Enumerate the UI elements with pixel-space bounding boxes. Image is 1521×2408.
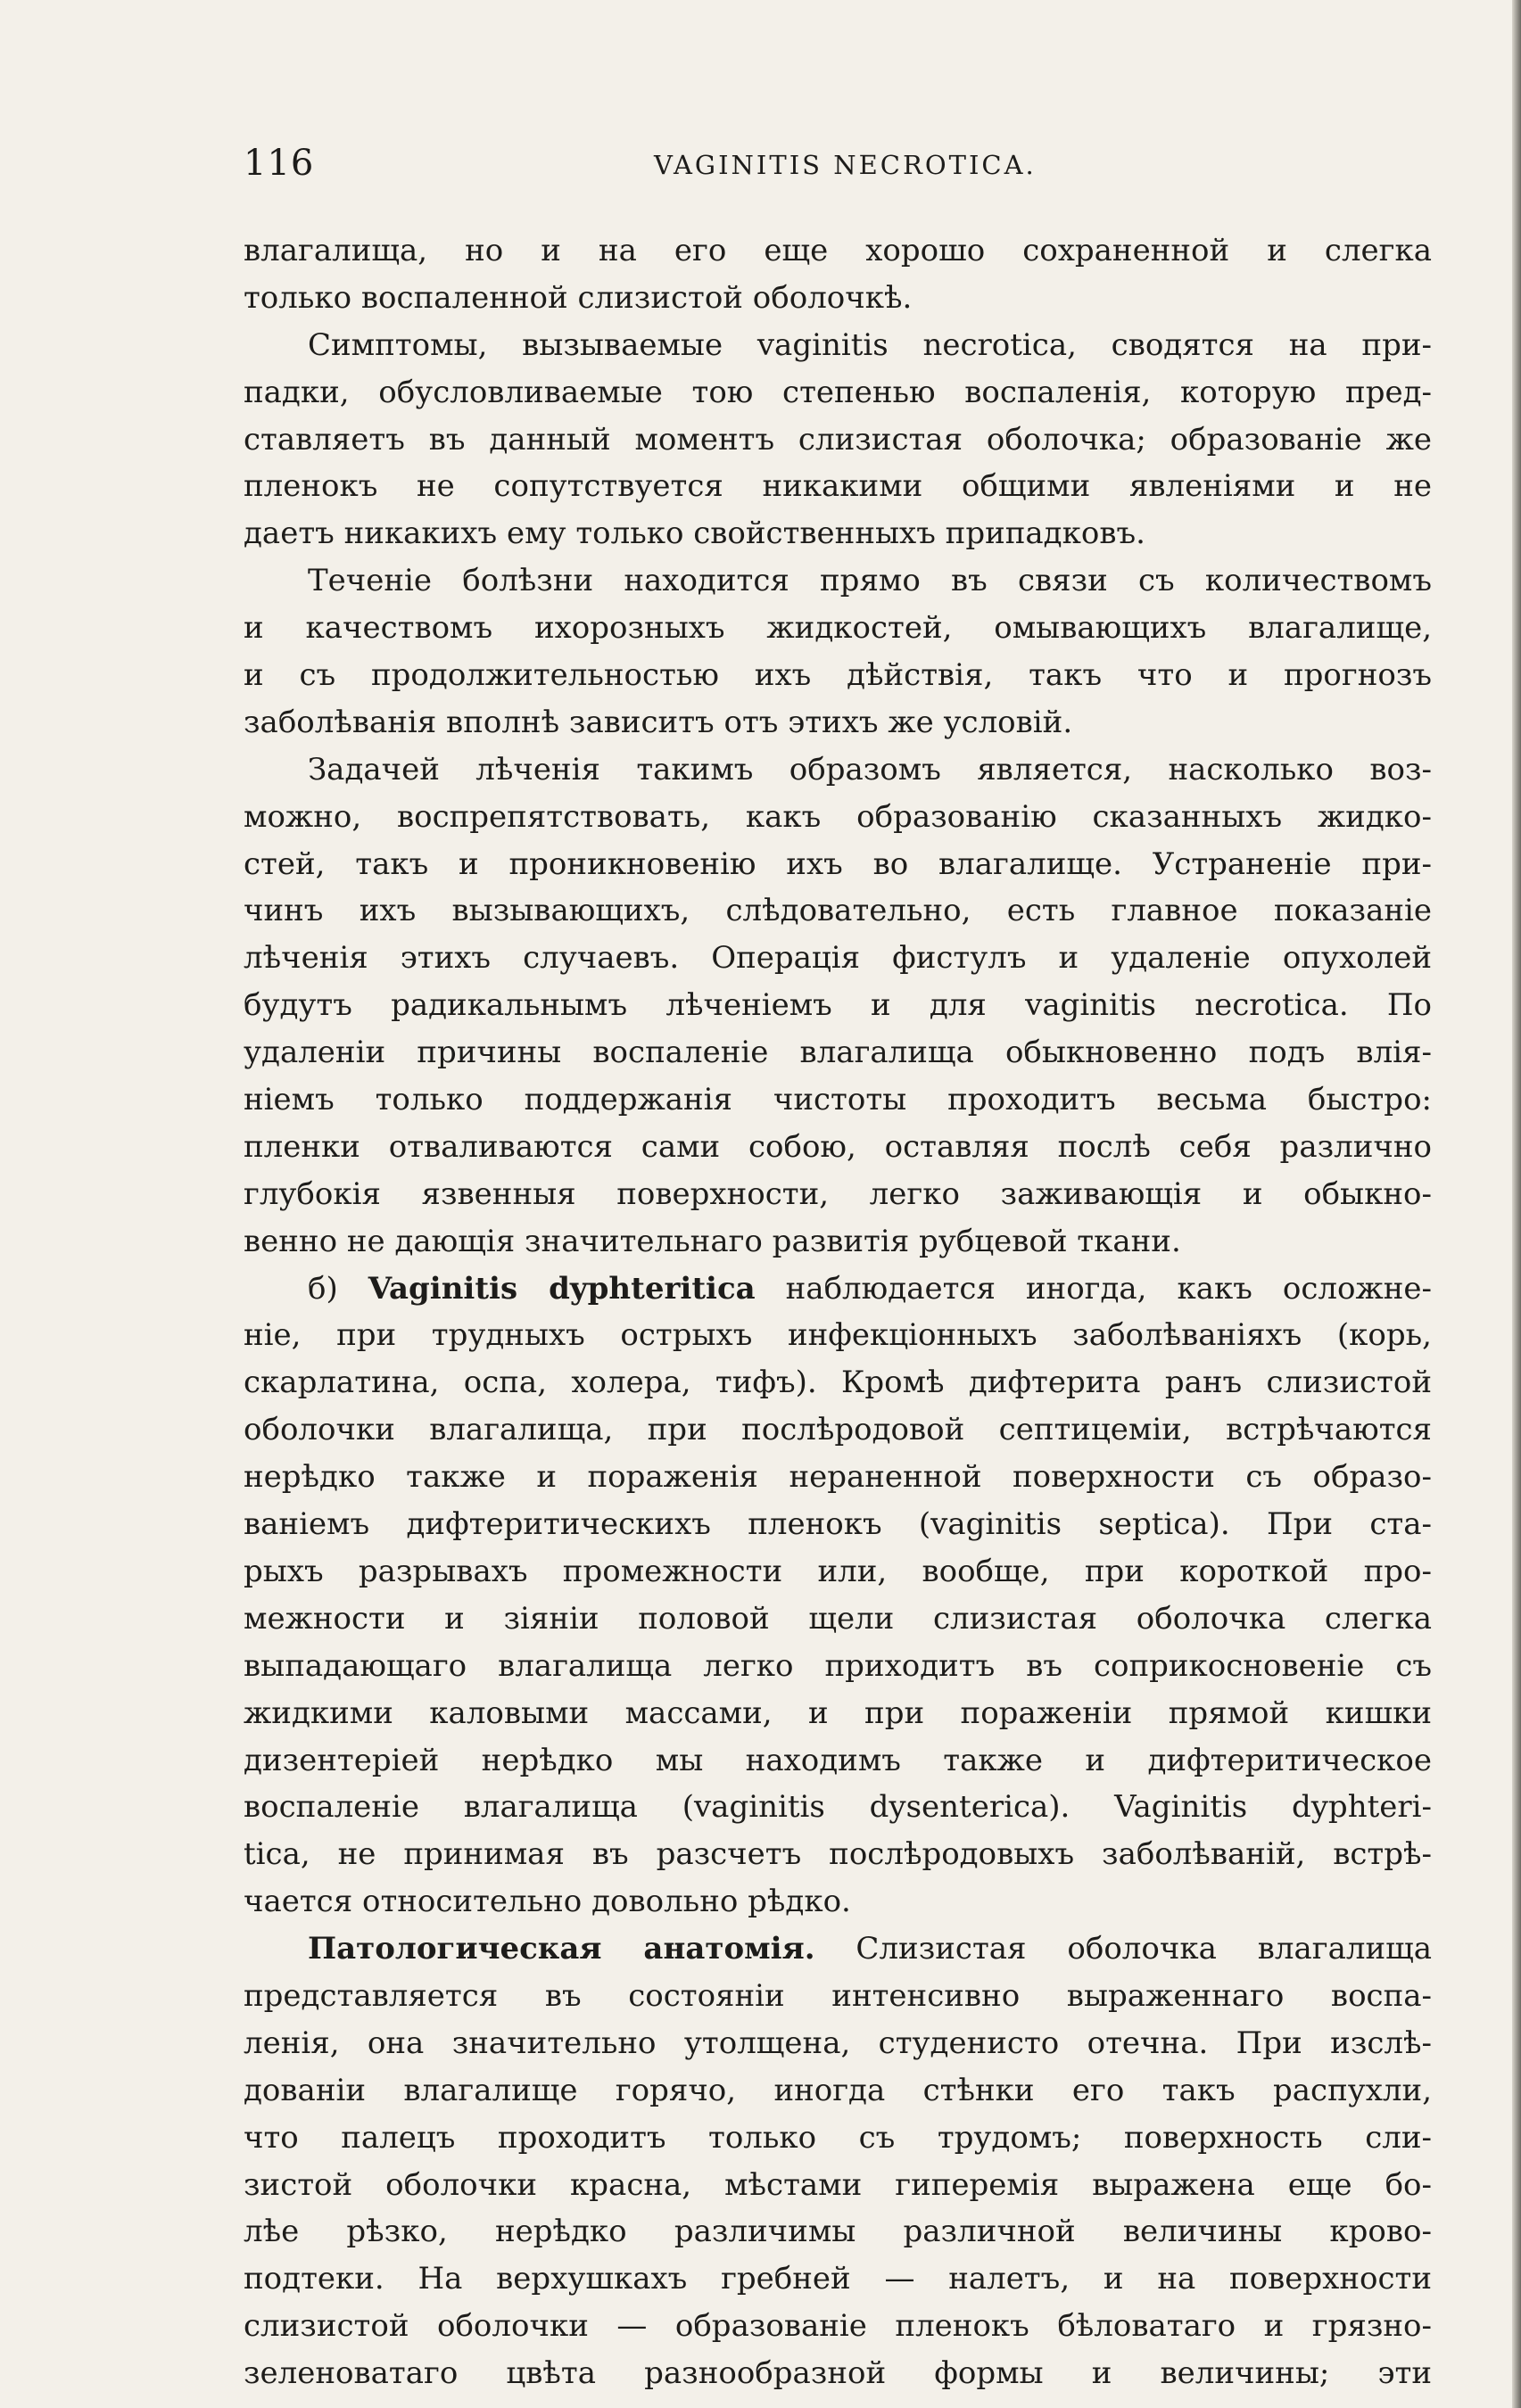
line-text: нерѣдко также и пораженія нераненной поверхности съ образо-	[244, 1459, 1432, 1496]
text-line	[244, 1454, 1432, 1501]
text-line	[244, 416, 1432, 464]
line-text: можно, воспрепятствовать, какъ образованію сказанныхъ жидко-	[244, 798, 1432, 835]
line-text: влагалища, но и на его еще хорошо сохраненной и слегка	[244, 233, 1432, 268]
line-text: представляется въ состояніи интенсивно выраженнаго воспа-	[244, 1977, 1432, 2014]
text-line	[244, 1926, 1432, 1973]
text-line	[244, 1690, 1432, 1737]
line-text: зеленоватаго цвѣта разнообразной формы и величины; эти	[244, 2355, 1432, 2392]
line-text: наблюдается иногда, какъ осложне-	[755, 1270, 1432, 1307]
line-text: межности и зіяніи половой щели слизистая оболочка слегка	[244, 1600, 1432, 1637]
body-text	[244, 227, 1432, 2397]
text-line	[244, 1831, 1432, 1878]
line-text: лѣе рѣзко, нерѣдко различимы различной величины крово-	[244, 2214, 1432, 2250]
line-text: дованіи влагалище горячо, иногда стѣнки его такъ распухли,	[244, 2072, 1432, 2108]
text-line	[244, 841, 1432, 888]
bold-term: Vaginitis dyphteritica	[368, 1270, 756, 1307]
text-line	[244, 1973, 1432, 2020]
line-text: оболочки влагалища, при послѣродовой септицеміи, встрѣчаются	[244, 1412, 1432, 1448]
text-line	[244, 2303, 1432, 2350]
text-line	[244, 982, 1432, 1029]
line-text: ваніемъ дифтеритическихъ пленокъ (vaginitis septica). При ста-	[244, 1506, 1432, 1543]
text-line	[244, 1359, 1432, 1406]
line-text: tica, не принимая въ разсчетъ послѣродовыхъ заболѣваній, встрѣ-	[244, 1836, 1432, 1873]
line-text: выпадающаго влагалища легко приходитъ въ соприкосновеніе съ	[244, 1647, 1432, 1684]
text-line	[244, 1076, 1432, 1124]
line-text: пленки отваливаются сами собою, оставляя послѣ себя различно	[244, 1128, 1432, 1165]
line-text: слизистой оболочки — образованіе пленокъ бѣловатаго и грязно-	[244, 2308, 1432, 2345]
line-text: падки, обусловливаемые тою степенью воспаленія, которую пред-	[244, 374, 1432, 410]
text-line	[244, 1029, 1432, 1076]
line-text: дизентеріей нерѣдко мы находимъ также и дифтеритическое	[244, 1742, 1432, 1778]
text-line	[244, 1784, 1432, 1831]
line-text: скарлатина, оспа, холера, тифъ). Кромѣ дифтерита ранъ слизистой	[244, 1365, 1432, 1401]
line-text: даетъ никакихъ ему только свойственныхъ припадковъ.	[244, 515, 1145, 552]
line-text: чается относительно довольно рѣдко.	[244, 1884, 851, 1920]
line-text: рыхъ разрывахъ промежности или, вообще, при короткой про-	[244, 1553, 1432, 1589]
line-text: только воспаленной слизистой оболочкѣ.	[244, 279, 913, 316]
line-text: жидкими каловыми массами, и при пораженіи прямой кишки	[244, 1695, 1432, 1731]
text-line	[244, 1266, 1432, 1313]
text-line	[244, 794, 1432, 841]
page-header	[244, 143, 1432, 196]
line-text: ставляетъ въ данный моментъ слизистая оболочка; образованіе же	[244, 421, 1432, 458]
line-text: ніе, при трудныхъ острыхъ инфекціонныхъ заболѣваніяхъ (корь,	[244, 1317, 1432, 1354]
text-line	[244, 2255, 1432, 2303]
text-line	[244, 369, 1432, 416]
line-text: Слизистая оболочка влагалища	[814, 1931, 1432, 1967]
line-text: чинъ ихъ вызывающихъ, слѣдовательно, есть главное показаніе	[244, 893, 1432, 929]
line-text: зистой оболочки красна, мѣстами гиперемія выражена еще бо-	[244, 2166, 1432, 2203]
text-line	[244, 1312, 1432, 1359]
text-line	[244, 1737, 1432, 1785]
text-line	[244, 557, 1432, 605]
text-line	[244, 887, 1432, 935]
line-text: Теченіе болѣзни находится прямо въ связи съ количествомъ	[308, 563, 1432, 599]
line-prefix: б)	[308, 1270, 368, 1307]
text-line	[244, 463, 1432, 510]
text-line	[244, 746, 1432, 794]
line-text: лѣченія этихъ случаевъ. Операція фистулъ и удаленіе опухолей	[244, 940, 1432, 977]
text-line	[244, 1218, 1432, 1266]
line-text: глубокія язвенныя поверхности, легко заживающія и обыкно-	[244, 1175, 1432, 1212]
line-text: будутъ радикальнымъ лѣченіемъ и для vaginitis necrotica. По	[244, 987, 1432, 1024]
line-text: стей, такъ и проникновенію ихъ во влагалище. Устраненіе при-	[244, 845, 1432, 882]
text-line	[244, 935, 1432, 982]
text-line	[244, 1124, 1432, 1171]
line-text: Симптомы, вызываемые vaginitis necrotica, сводятся на при-	[308, 326, 1432, 363]
text-line	[244, 2350, 1432, 2397]
text-line	[244, 1548, 1432, 1596]
text-line	[244, 2162, 1432, 2209]
page-number: 116	[244, 143, 315, 184]
text-line	[244, 2067, 1432, 2115]
line-text: и качествомъ ихорозныхъ жидкостей, омывающихъ влагалище,	[244, 610, 1432, 647]
text-line	[244, 2208, 1432, 2255]
line-text: пленокъ не сопутствуется никакими общими явленіями и не	[244, 468, 1432, 505]
line-text: Задачей лѣченія такимъ образомъ является, насколько воз-	[308, 751, 1432, 788]
text-line	[244, 322, 1432, 369]
text-line	[244, 1643, 1432, 1690]
running-title: VAGINITIS NECROTICA.	[654, 150, 1037, 180]
text-line	[244, 1878, 1432, 1926]
text-line	[244, 2115, 1432, 2162]
text-line	[244, 1406, 1432, 1454]
text-line	[244, 699, 1432, 746]
line-text: подтеки. На верхушкахъ гребней — налетъ, и на поверхности	[244, 2261, 1432, 2297]
line-text: воспаленіе влагалища (vaginitis dysenterica). Vaginitis dyphteri-	[244, 1789, 1432, 1826]
text-line	[244, 1501, 1432, 1548]
text-line	[244, 1596, 1432, 1643]
line-text: ніемъ только поддержанія чистоты проходитъ весьма быстро:	[244, 1082, 1432, 1118]
page-edge-shadow	[1512, 0, 1521, 2408]
text-line	[244, 652, 1432, 699]
text-line	[244, 605, 1432, 652]
line-text: заболѣванія вполнѣ зависитъ отъ этихъ же условій.	[244, 704, 1073, 740]
text-line	[244, 1171, 1432, 1218]
text-line	[244, 227, 1432, 275]
bold-term: Патологическая анатомія.	[308, 1931, 815, 1967]
text-line	[244, 275, 1432, 322]
line-text: удаленіи причины воспаленіе влагалища обыкновенно подъ влія-	[244, 1035, 1432, 1071]
text-line	[244, 2020, 1432, 2067]
line-text: ленія, она значительно утолщена, студенисто отечна. При изслѣ-	[244, 2025, 1432, 2061]
line-text: что палецъ проходитъ только съ трудомъ; поверхность сли-	[244, 2119, 1432, 2156]
text-line	[244, 510, 1432, 557]
line-text: венно не дающія значительнаго развитія рубцевой ткани.	[244, 1223, 1181, 1259]
line-text: и съ продолжительностью ихъ дѣйствія, такъ что и прогнозъ	[244, 657, 1432, 694]
